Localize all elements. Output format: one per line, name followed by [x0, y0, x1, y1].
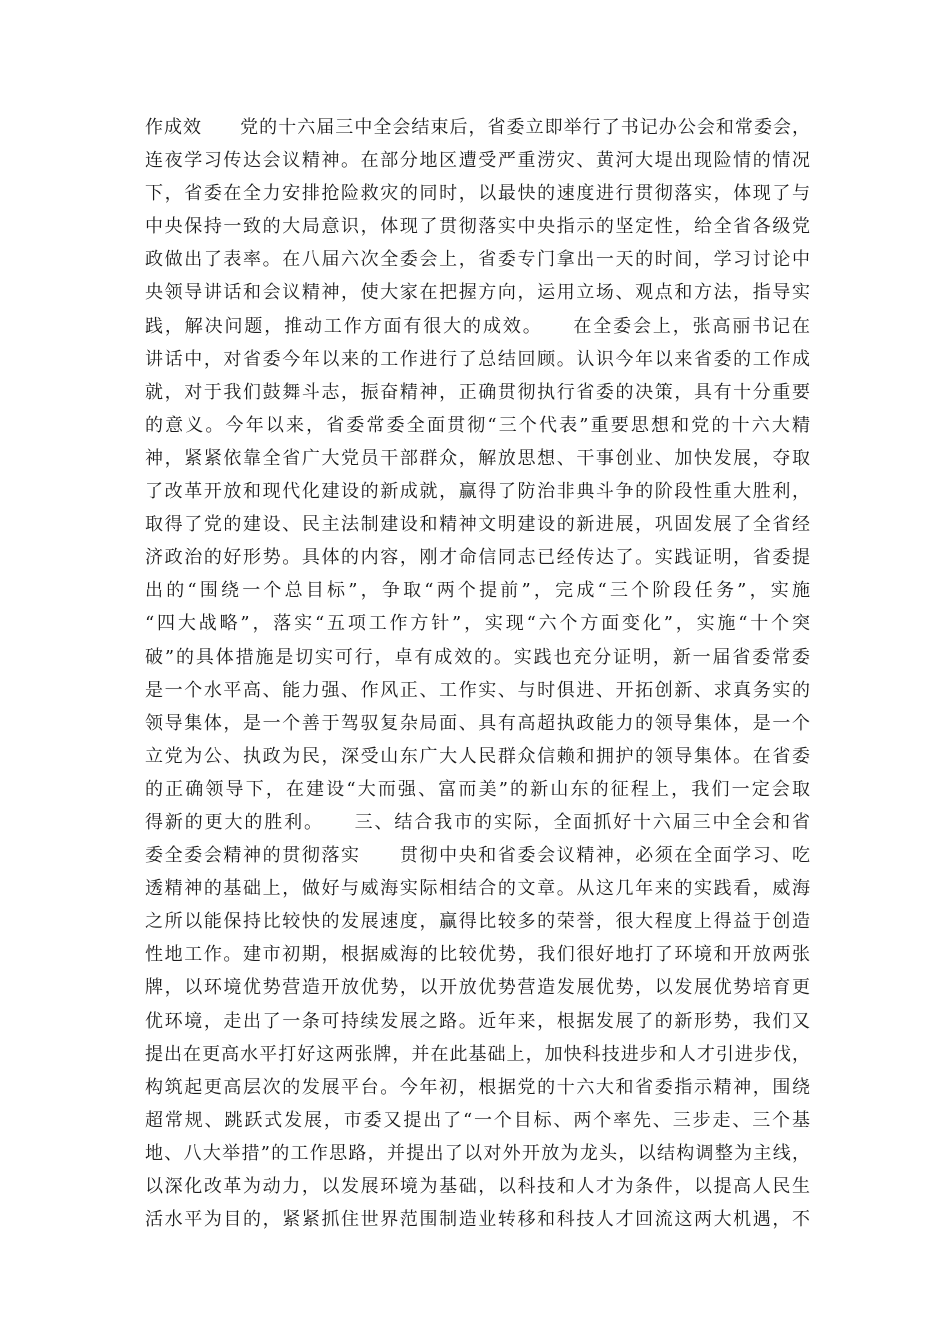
text-line: 之所以能保持比较快的发展速度，赢得比较多的荣誉，很大程度上得益于创造 [145, 911, 810, 933]
text-line: 下，省委在全力安排抢险救灾的同时，以最快的速度进行贯彻落实，体现了与 [145, 183, 810, 205]
text-line: 地、八大举措”的工作思路，并提出了以对外开放为龙头，以结构调整为主线， [145, 1142, 810, 1164]
text-line: 构筑起更高层次的发展平台。今年初，根据党的十六大和省委指示精神，围绕 [145, 1076, 810, 1098]
text-line: 出的“围绕一个总目标”，争取“两个提前”，完成“三个阶段任务”，实施 [145, 580, 810, 602]
text-line: 是一个水平高、能力强、作风正、工作实、与时俱进、开拓创新、求真务实的 [145, 679, 810, 701]
text-line: 就，对于我们鼓舞斗志，振奋精神，正确贯彻执行省委的决策，具有十分重要 [145, 381, 810, 403]
text-line: 济政治的好形势。具体的内容，刚才命信同志已经传达了。实践证明，省委提 [145, 547, 810, 569]
text-line: 践，解决问题，推动工作方面有很大的成效。 在全委会上，张高丽书记在 [145, 315, 810, 337]
text-line: 领导集体，是一个善于驾驭复杂局面、具有高超执政能力的领导集体，是一个 [145, 712, 810, 734]
text-line: 讲话中，对省委今年以来的工作进行了总结回顾。认识今年以来省委的工作成 [145, 348, 810, 370]
text-line: 得新的更大的胜利。 三、结合我市的实际，全面抓好十六届三中全会和省 [145, 811, 810, 833]
text-line: 优环境，走出了一条可持续发展之路。近年来，根据发展了的新形势，我们又 [145, 1010, 810, 1032]
text-line: “四大战略”，落实“五项工作方针”，实现“六个方面变化”，实施“十个突 [145, 613, 810, 635]
text-line: 牌，以环境优势营造开放优势，以开放优势营造发展优势，以发展优势培育更 [145, 977, 810, 999]
text-line: 以深化改革为动力，以发展环境为基础，以科技和人才为条件，以提高人民生 [145, 1176, 810, 1197]
text-line: 活水平为目的，紧紧抓住世界范围制造业转移和科技人才回流这两大机遇，不 [145, 1209, 810, 1231]
text-line: 作成效 党的十六届三中全会结束后，省委立即举行了书记办公会和常委会， [145, 117, 810, 138]
text-line: 中央保持一致的大局意识，体现了贯彻落实中央指示的坚定性，给全省各级党 [145, 216, 810, 238]
text-line: 破”的具体措施是切实可行，卓有成效的。实践也充分证明，新一届省委常委 [145, 646, 810, 668]
text-line: 提出在更高水平打好这两张牌，并在此基础上，加快科技进步和人才引进步伐， [145, 1043, 810, 1065]
text-line: 取得了党的建设、民主法制建设和精神文明建设的新进展，巩固发展了全省经 [145, 514, 810, 536]
text-line: 委全委会精神的贯彻落实 贯彻中央和省委会议精神，必须在全面学习、吃 [145, 845, 810, 867]
text-line: 超常规、跳跃式发展，市委又提出了“一个目标、两个率先、三步走、三个基 [145, 1109, 810, 1131]
text-line: 性地工作。建市初期，根据威海的比较优势，我们很好地打了环境和开放两张 [145, 944, 810, 966]
text-line: 透精神的基础上，做好与威海实际相结合的文章。从这几年来的实践看，威海 [145, 878, 810, 900]
text-line: 的正确领导下，在建设“大而强、富而美”的新山东的征程上，我们一定会取 [145, 778, 810, 800]
body-text [145, 111, 810, 1236]
text-line: 的意义。今年以来，省委常委全面贯彻“三个代表”重要思想和党的十六大精 [145, 414, 810, 436]
text-line: 立党为公、执政为民，深受山东广大人民群众信赖和拥护的领导集体。在省委 [145, 745, 810, 767]
text-line: 央领导讲话和会议精神，使大家在把握方向，运用立场、观点和方法，指导实 [145, 282, 810, 304]
text-line: 政做出了表率。在八届六次全委会上，省委专门拿出一天的时间，学习讨论中 [145, 249, 810, 271]
text-line: 神，紧紧依靠全省广大党员干部群众，解放思想、干事创业、加快发展，夺取 [145, 447, 810, 469]
text-line: 了改革开放和现代化建设的新成就，赢得了防治非典斗争的阶段性重大胜利， [145, 481, 810, 503]
text-line: 连夜学习传达会议精神。在部分地区遭受严重涝灾、黄河大堤出现险情的情况 [145, 150, 810, 172]
